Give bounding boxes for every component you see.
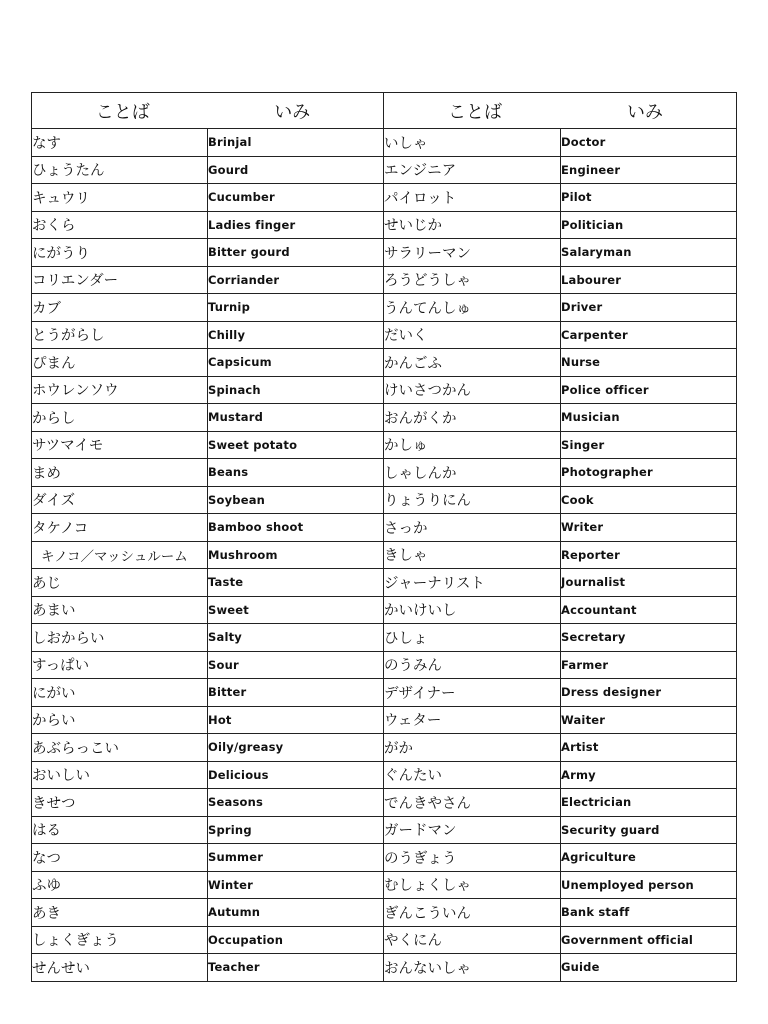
table-row bbox=[32, 816, 737, 844]
word-right: ひしょ bbox=[384, 624, 561, 652]
vocabulary-table bbox=[31, 92, 737, 982]
table-row bbox=[32, 541, 737, 569]
meaning-right: Salaryman bbox=[561, 239, 737, 267]
meaning-left: Turnip bbox=[208, 294, 384, 322]
table-row bbox=[32, 734, 737, 762]
word-left: せんせい bbox=[32, 954, 208, 982]
word-left: ふゆ bbox=[32, 871, 208, 899]
word-left: あぶらっこい bbox=[32, 734, 208, 762]
word-left: にがうり bbox=[32, 239, 208, 267]
meaning-right: Government official bbox=[561, 926, 737, 954]
table-row bbox=[32, 871, 737, 899]
header-word: ことば bbox=[448, 101, 502, 123]
word-right: せいじか bbox=[384, 211, 561, 239]
word-right: うんてんしゅ bbox=[384, 294, 561, 322]
meaning-right: Writer bbox=[561, 514, 737, 542]
table-row bbox=[32, 651, 737, 679]
meaning-right: Bank staff bbox=[561, 899, 737, 927]
word-left: ひょうたん bbox=[32, 156, 208, 184]
table-row bbox=[32, 679, 737, 707]
meaning-right: Army bbox=[561, 761, 737, 789]
meaning-right: Pilot bbox=[561, 184, 737, 212]
word-left: コリエンダー bbox=[32, 266, 208, 294]
table-row bbox=[32, 706, 737, 734]
meaning-right: Artist bbox=[561, 734, 737, 762]
table-row bbox=[32, 239, 737, 267]
word-left: しおからい bbox=[32, 624, 208, 652]
meaning-left: Capsicum bbox=[208, 349, 384, 377]
meaning-right: Singer bbox=[561, 431, 737, 459]
table-row bbox=[32, 761, 737, 789]
word-right: ぎんこういん bbox=[384, 899, 561, 927]
word-left: あき bbox=[32, 899, 208, 927]
meaning-left: Summer bbox=[208, 844, 384, 872]
meaning-right: Police officer bbox=[561, 376, 737, 404]
meaning-left: Chilly bbox=[208, 321, 384, 349]
table-row bbox=[32, 376, 737, 404]
word-right: ろうどうしゃ bbox=[384, 266, 561, 294]
header-left bbox=[32, 93, 384, 129]
table-row bbox=[32, 596, 737, 624]
table-row bbox=[32, 404, 737, 432]
table-body bbox=[32, 129, 737, 982]
word-right: いしゃ bbox=[384, 129, 561, 157]
word-left: タケノコ bbox=[32, 514, 208, 542]
meaning-right: Agriculture bbox=[561, 844, 737, 872]
meaning-left: Soybean bbox=[208, 486, 384, 514]
meaning-right: Photographer bbox=[561, 459, 737, 487]
meaning-left: Bitter gourd bbox=[208, 239, 384, 267]
meaning-left: Delicious bbox=[208, 761, 384, 789]
word-right: ウェター bbox=[384, 706, 561, 734]
table-row bbox=[32, 459, 737, 487]
meaning-left: Sweet bbox=[208, 596, 384, 624]
word-right: りょうりにん bbox=[384, 486, 561, 514]
header-meaning: いみ bbox=[627, 101, 663, 123]
word-right: エンジニア bbox=[384, 156, 561, 184]
word-right: かしゅ bbox=[384, 431, 561, 459]
table-row bbox=[32, 349, 737, 377]
table-row bbox=[32, 486, 737, 514]
meaning-right: Reporter bbox=[561, 541, 737, 569]
meaning-right: Politician bbox=[561, 211, 737, 239]
word-left: からい bbox=[32, 706, 208, 734]
word-left: はる bbox=[32, 816, 208, 844]
word-right: やくにん bbox=[384, 926, 561, 954]
table-row bbox=[32, 321, 737, 349]
word-right: しゃしんか bbox=[384, 459, 561, 487]
word-left: キュウリ bbox=[32, 184, 208, 212]
meaning-left: Mushroom bbox=[208, 541, 384, 569]
word-left: すっぱい bbox=[32, 651, 208, 679]
meaning-left: Seasons bbox=[208, 789, 384, 817]
table-row bbox=[32, 514, 737, 542]
header-right bbox=[384, 93, 737, 129]
word-right: サラリーマン bbox=[384, 239, 561, 267]
word-right: けいさつかん bbox=[384, 376, 561, 404]
table-row bbox=[32, 899, 737, 927]
word-left: キノコ／マッシュルーム bbox=[32, 541, 208, 569]
meaning-right: Doctor bbox=[561, 129, 737, 157]
meaning-left: Mustard bbox=[208, 404, 384, 432]
meaning-right: Labourer bbox=[561, 266, 737, 294]
meaning-left: Hot bbox=[208, 706, 384, 734]
table-row bbox=[32, 129, 737, 157]
word-left: まめ bbox=[32, 459, 208, 487]
word-left: ぴまん bbox=[32, 349, 208, 377]
meaning-right: Journalist bbox=[561, 569, 737, 597]
word-right: おんないしゃ bbox=[384, 954, 561, 982]
word-left: きせつ bbox=[32, 789, 208, 817]
word-right: ガードマン bbox=[384, 816, 561, 844]
table-row bbox=[32, 211, 737, 239]
word-left: にがい bbox=[32, 679, 208, 707]
word-left: ホウレンソウ bbox=[32, 376, 208, 404]
word-left: なつ bbox=[32, 844, 208, 872]
meaning-left: Salty bbox=[208, 624, 384, 652]
word-right: がか bbox=[384, 734, 561, 762]
meaning-right: Accountant bbox=[561, 596, 737, 624]
header-word: ことば bbox=[95, 101, 150, 123]
word-right: パイロット bbox=[384, 184, 561, 212]
meaning-right: Secretary bbox=[561, 624, 737, 652]
meaning-right: Cook bbox=[561, 486, 737, 514]
word-left: おいしい bbox=[32, 761, 208, 789]
meaning-right: Unemployed person bbox=[561, 871, 737, 899]
meaning-left: Sweet potato bbox=[208, 431, 384, 459]
meaning-left: Corriander bbox=[208, 266, 384, 294]
meaning-right: Engineer bbox=[561, 156, 737, 184]
meaning-left: Occupation bbox=[208, 926, 384, 954]
meaning-left: Beans bbox=[208, 459, 384, 487]
table-row bbox=[32, 294, 737, 322]
word-left: サツマイモ bbox=[32, 431, 208, 459]
word-right: さっか bbox=[384, 514, 561, 542]
meaning-right: Waiter bbox=[561, 706, 737, 734]
meaning-left: Brinjal bbox=[208, 129, 384, 157]
word-left: あじ bbox=[32, 569, 208, 597]
word-right: きしゃ bbox=[384, 541, 561, 569]
meaning-left: Ladies finger bbox=[208, 211, 384, 239]
meaning-left: Spinach bbox=[208, 376, 384, 404]
meaning-left: Bamboo shoot bbox=[208, 514, 384, 542]
meaning-right: Driver bbox=[561, 294, 737, 322]
meaning-right: Security guard bbox=[561, 816, 737, 844]
meaning-left: Spring bbox=[208, 816, 384, 844]
meaning-left: Teacher bbox=[208, 954, 384, 982]
word-left: おくら bbox=[32, 211, 208, 239]
word-right: のうぎょう bbox=[384, 844, 561, 872]
table-row bbox=[32, 624, 737, 652]
word-right: でんきやさん bbox=[384, 789, 561, 817]
table-row bbox=[32, 184, 737, 212]
meaning-left: Cucumber bbox=[208, 184, 384, 212]
word-right: おんがくか bbox=[384, 404, 561, 432]
meaning-right: Electrician bbox=[561, 789, 737, 817]
word-left: しょくぎょう bbox=[32, 926, 208, 954]
table-row bbox=[32, 954, 737, 982]
word-left: なす bbox=[32, 129, 208, 157]
meaning-left: Gourd bbox=[208, 156, 384, 184]
meaning-right: Guide bbox=[561, 954, 737, 982]
word-left: あまい bbox=[32, 596, 208, 624]
word-right: むしょくしゃ bbox=[384, 871, 561, 899]
word-right: ジャーナリスト bbox=[384, 569, 561, 597]
word-left: とうがらし bbox=[32, 321, 208, 349]
table-header-row bbox=[32, 93, 737, 129]
word-right: デザイナー bbox=[384, 679, 561, 707]
meaning-left: Autumn bbox=[208, 899, 384, 927]
word-right: かんごふ bbox=[384, 349, 561, 377]
meaning-right: Dress designer bbox=[561, 679, 737, 707]
word-left: からし bbox=[32, 404, 208, 432]
meaning-right: Carpenter bbox=[561, 321, 737, 349]
word-right: ぐんたい bbox=[384, 761, 561, 789]
table-row bbox=[32, 266, 737, 294]
word-right: かいけいし bbox=[384, 596, 561, 624]
table-row bbox=[32, 789, 737, 817]
word-left: カブ bbox=[32, 294, 208, 322]
meaning-right: Farmer bbox=[561, 651, 737, 679]
word-left: ダイズ bbox=[32, 486, 208, 514]
meaning-right: Nurse bbox=[561, 349, 737, 377]
meaning-left: Taste bbox=[208, 569, 384, 597]
table-row bbox=[32, 431, 737, 459]
table-row bbox=[32, 844, 737, 872]
word-right: だいく bbox=[384, 321, 561, 349]
meaning-right: Musician bbox=[561, 404, 737, 432]
meaning-left: Sour bbox=[208, 651, 384, 679]
word-right: のうみん bbox=[384, 651, 561, 679]
meaning-left: Winter bbox=[208, 871, 384, 899]
table-row bbox=[32, 926, 737, 954]
header-meaning: いみ bbox=[274, 101, 311, 123]
meaning-left: Oily/greasy bbox=[208, 734, 384, 762]
table-row bbox=[32, 156, 737, 184]
meaning-left: Bitter bbox=[208, 679, 384, 707]
table-row bbox=[32, 569, 737, 597]
